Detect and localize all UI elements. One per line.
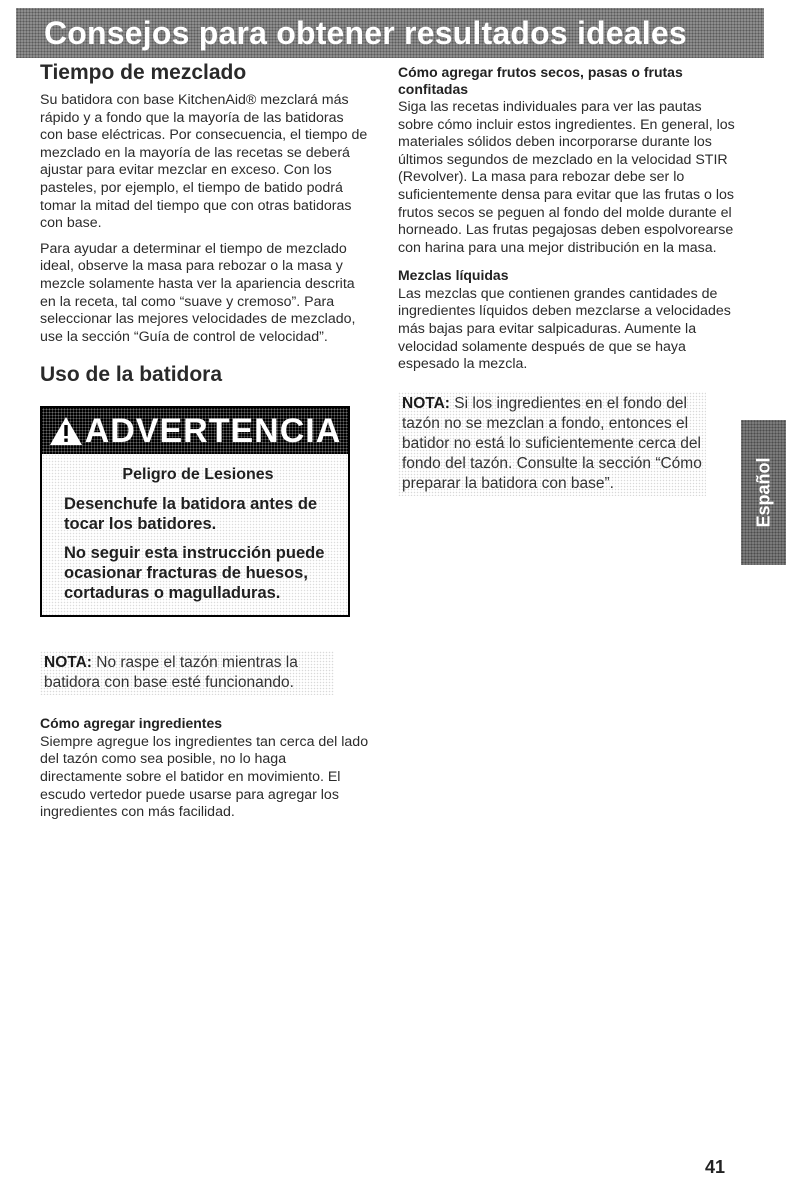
heading-agregar-ingredientes: Cómo agregar ingredientes	[40, 715, 223, 732]
warning-header	[42, 408, 348, 454]
heading-tiempo-de-mezclado: Tiempo de mezclado	[40, 61, 247, 84]
note-no-raspe	[40, 651, 334, 695]
heading-frutos-secos: Cómo agregar frutos secos, pasas o frutas confitadas	[398, 64, 683, 97]
paragraph-frutos-secos: Siga las recetas individuales para ver las pautas sobre cómo incluir estos ingredientes. En general, los materiales sólidos deben incorporarse durante los últimos segundos de mezclado en la velocidad STIR (Revolver). La masa para rebozar debe ser lo suficientemente densa para evitar que las frutas o los frutos secos se peguen al fondo del molde durante el horneado. Las frutas pegajosas deben espolvorearse con harina para una mejor distribución en la masa.	[398, 99, 735, 256]
right-column	[398, 64, 736, 496]
language-tab-label: Español	[753, 457, 774, 528]
heading-mezclas-liquidas: Mezclas líquidas	[398, 267, 509, 284]
paragraph-tiempo-2: Para ayudar a determinar el tiempo de mezclado ideal, observe la masa para rebozar o la masa y mezcle solamente hasta ver la apariencia descrita en la receta, tal como “suave y cremoso”. Para seleccionar las mejores velocidades de mezclado, use la sección “Guía de control de velocidad”.	[40, 240, 356, 345]
left-column	[40, 60, 370, 822]
paragraph-tiempo-1: Su batidora con base KitchenAid® mezclará más rápido y a fondo que la mayoría de las batidoras con base eléctricas. Por consecuencia, el tiempo de mezclado en la mayoría de las recetas se deberá ajustar para evitar mezclar en exceso. Con los pasteles, por ejemplo, el tiempo de batido podrá tomar la mitad del tiempo que con otras batidoras con base.	[40, 92, 368, 232]
note-text: Si los ingredientes en el fondo del tazón no se mezclan a fondo, entonces el batidor no está lo suficientemente cerca del fondo del tazón. Consulte la sección “Cómo preparar la batidora con base”.	[402, 394, 702, 492]
warning-instruction: Desenchufe la batidora antes de tocar los batidores.	[64, 495, 318, 534]
warning-header-label: ADVERTENCIA	[84, 411, 342, 450]
page-number: 41	[705, 1157, 726, 1177]
note-text: No raspe el tazón mientras la batidora con base esté funcionando.	[44, 654, 298, 692]
warning-title: Peligro de Lesiones	[122, 466, 274, 484]
note-label: NOTA:	[402, 394, 450, 412]
note-ingredientes-fondo	[398, 392, 706, 496]
page-banner-title: Consejos para obtener resultados ideales	[16, 8, 764, 58]
warning-box	[40, 406, 350, 617]
paragraph-agregar-ingredientes: Siempre agregue los ingredientes tan cerca del lado del tazón como sea posible, no lo haga directamente sobre el batidor en movimiento. El escudo vertedor puede usarse para agregar los ingredientes con más facilidad.	[40, 733, 369, 821]
note-label: NOTA:	[44, 654, 92, 672]
heading-uso-de-la-batidora: Uso de la batidora	[40, 363, 223, 387]
warning-body	[42, 454, 348, 615]
language-tab	[741, 420, 786, 565]
warning-consequence: No seguir esta instrucción puede ocasionar fracturas de huesos, cortaduras o magulladuras.	[64, 544, 325, 603]
warning-triangle-icon	[49, 416, 83, 446]
paragraph-mezclas-liquidas: Las mezclas que contienen grandes cantidades de ingredientes líquidos deben mezclarse a velocidades más bajas para evitar salpicaduras. Aumente la velocidad solamente después de que se haya espesado la mezcla.	[398, 285, 731, 373]
